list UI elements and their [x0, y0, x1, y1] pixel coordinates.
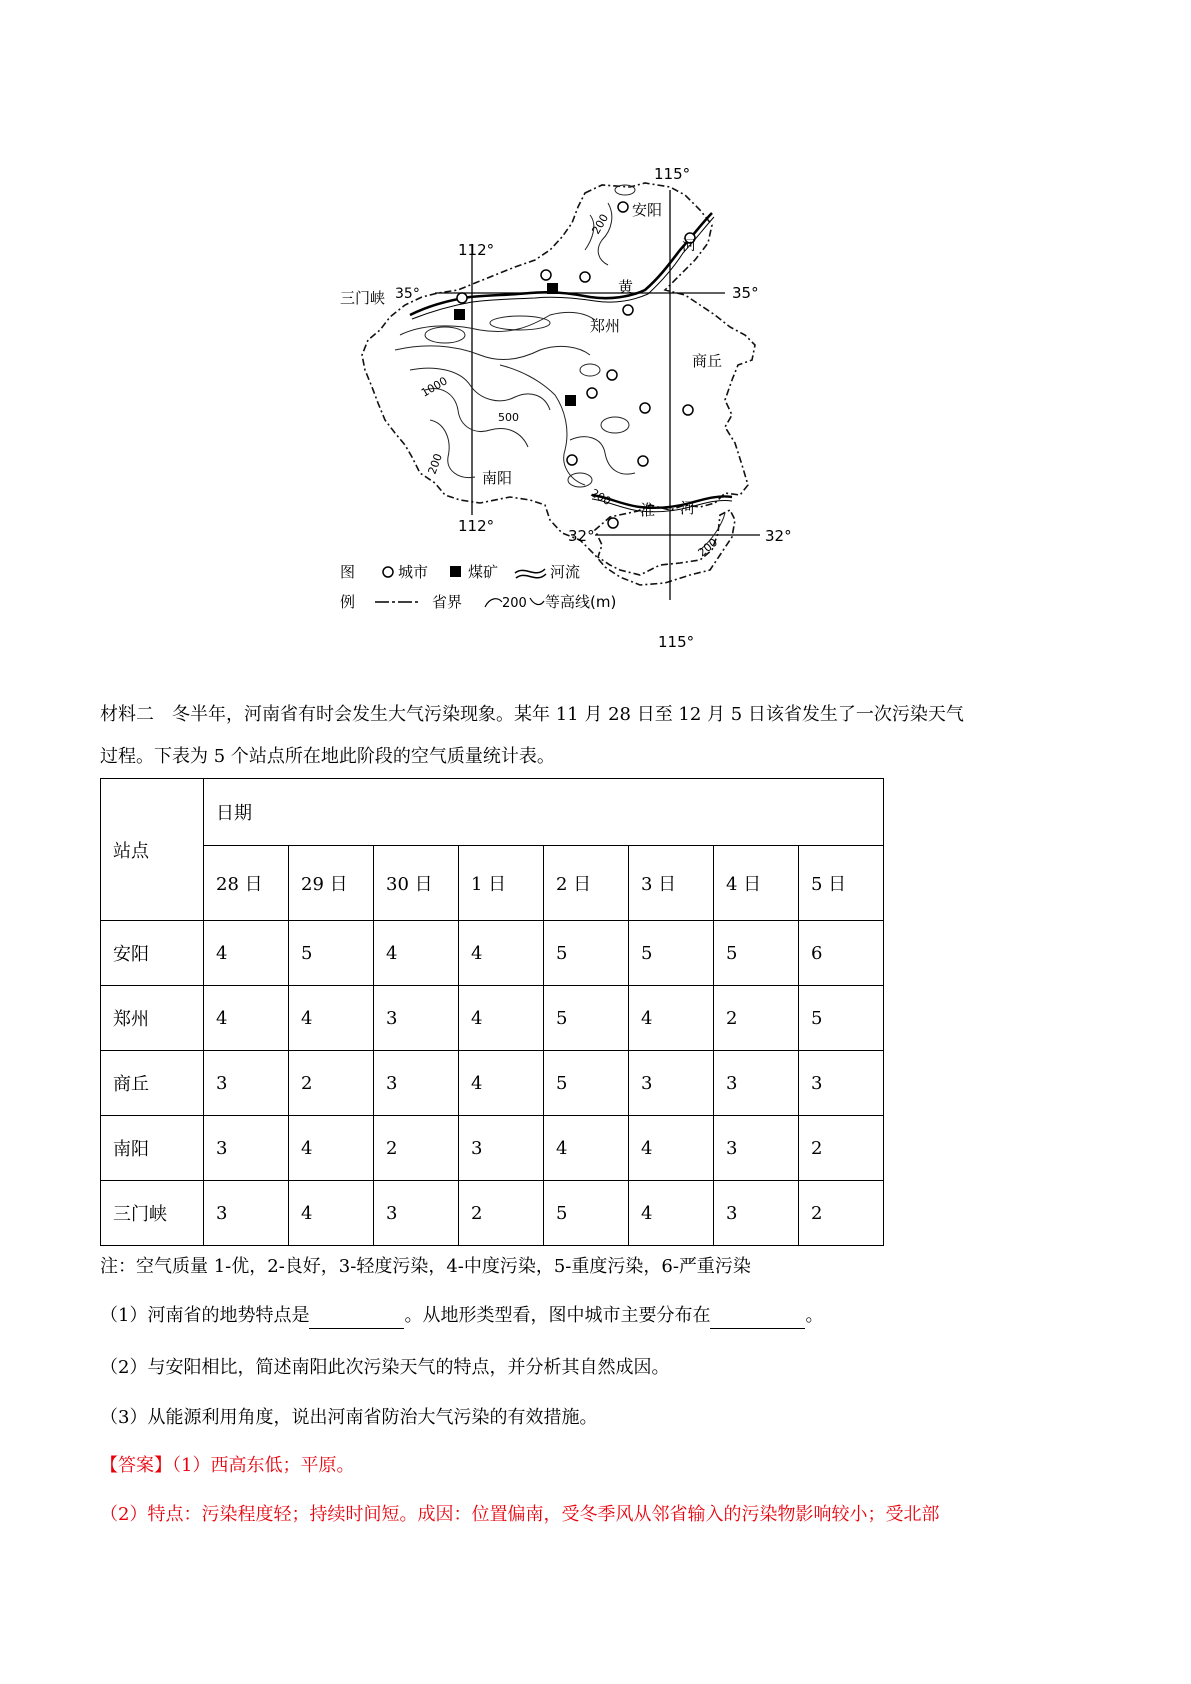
river-label-huai: 淮: [640, 501, 656, 519]
value-cell: 5: [544, 1181, 629, 1246]
city-marker: [457, 293, 467, 303]
province-boundary: [362, 183, 755, 585]
table-note: 注：空气质量 1-优，2-良好，3-轻度污染，4-中度污染，5-重度污染，6-严重污染: [100, 1256, 751, 1277]
value-cell: 5: [544, 1051, 629, 1116]
contour-line: [490, 316, 550, 330]
value-cell: 2: [799, 1116, 884, 1181]
date-cell: 1 日: [459, 846, 544, 921]
contour-label: 200: [588, 486, 614, 509]
city-marker: [608, 518, 618, 528]
value-cell: 2: [714, 986, 799, 1051]
contour-label: 200: [589, 211, 612, 237]
legend-river-icon: [515, 569, 546, 578]
value-cell: 4: [459, 921, 544, 986]
material2-line2: 过程。下表为 5 个站点所在地此阶段的空气质量统计表。: [100, 746, 555, 767]
lon-label-115-bottom: 115°: [658, 633, 695, 651]
value-cell: 3: [629, 1051, 714, 1116]
contour-label: 1000: [419, 374, 450, 400]
date-cell: 30 日: [374, 846, 459, 921]
city-label-anyang: 安阳: [632, 201, 663, 219]
city-marker: [541, 270, 551, 280]
value-cell: 3: [714, 1181, 799, 1246]
value-cell: 3: [374, 986, 459, 1051]
city-label-zhengzhou: 郑州: [590, 317, 621, 335]
legend-contour-value: 200: [502, 596, 527, 611]
legend-river: 河流: [550, 563, 581, 581]
river-label-he-2: 河: [680, 499, 696, 517]
lat-label-35-right: 35°: [732, 284, 759, 302]
value-cell: 3: [714, 1116, 799, 1181]
coal-mine-marker: [547, 283, 558, 294]
station-cell: 安阳: [101, 921, 204, 986]
station-cell: 南阳: [101, 1116, 204, 1181]
contour-line: [400, 313, 595, 335]
value-cell: 4: [289, 986, 374, 1051]
legend-city-icon: [383, 567, 393, 577]
lat-label-35-left: 35°: [395, 286, 420, 302]
value-cell: 3: [459, 1116, 544, 1181]
value-cell: 4: [629, 986, 714, 1051]
map-legend: [340, 563, 616, 611]
value-cell: 3: [204, 1116, 289, 1181]
value-cell: 3: [204, 1181, 289, 1246]
value-cell: 5: [714, 921, 799, 986]
city-marker: [618, 202, 628, 212]
date-cell: 28 日: [204, 846, 289, 921]
contour-line: [570, 437, 635, 474]
header-station: 站点: [101, 779, 204, 921]
header-date: 日期: [204, 779, 884, 846]
station-cell: 商丘: [101, 1051, 204, 1116]
value-cell: 4: [374, 921, 459, 986]
lon-label-112-bottom: 112°: [458, 517, 495, 535]
city-marker: [587, 388, 597, 398]
coal-mine-marker: [454, 309, 465, 320]
legend-boundary: 省界: [432, 593, 463, 611]
city-marker: [623, 305, 633, 315]
value-cell: 4: [289, 1116, 374, 1181]
river-label-he-1: 河: [682, 238, 696, 254]
city-label-shangqiu: 商丘: [692, 352, 723, 370]
station-cell: 三门峡: [101, 1181, 204, 1246]
value-cell: 5: [544, 986, 629, 1051]
lon-label-115-top: 115°: [654, 165, 691, 183]
river-label-huang: 黄: [618, 278, 634, 296]
contour-label: 200: [425, 451, 446, 477]
value-cell: 4: [459, 986, 544, 1051]
contour-label: 200: [695, 535, 721, 560]
value-cell: 2: [799, 1181, 884, 1246]
city-marker: [640, 403, 650, 413]
answer-blank: [710, 1308, 805, 1329]
value-cell: 2: [459, 1181, 544, 1246]
contour-label: 500: [498, 411, 519, 424]
value-cell: 4: [204, 986, 289, 1051]
answer-blank: [309, 1308, 404, 1329]
lat-label-32-right: 32°: [765, 527, 792, 545]
lat-label-32-left: 32°: [568, 527, 595, 545]
city-marker: [567, 455, 577, 465]
answer-2: （2）特点：污染程度轻；持续时间短。成因：位置偏南，受冬季风从邻省输入的污染物影响较小；受北部: [100, 1504, 940, 1525]
station-cell: 郑州: [101, 986, 204, 1051]
value-cell: 2: [374, 1116, 459, 1181]
value-cell: 3: [374, 1051, 459, 1116]
henan-map: [340, 165, 840, 655]
city-label-sanmenxia: 三门峡: [340, 289, 386, 307]
contour-line: [580, 364, 600, 376]
legend-city: 城市: [398, 563, 429, 581]
table-row: [101, 1181, 884, 1246]
contour-line: [395, 346, 590, 360]
answer-tag: 【答案】: [100, 1455, 172, 1476]
legend-contour-icon: [485, 599, 502, 607]
value-cell: 4: [629, 1181, 714, 1246]
question-1-part-c: 。: [805, 1305, 824, 1326]
air-quality-table: [100, 778, 884, 1246]
table-row: [101, 921, 884, 986]
question-1-part-b: 。从地形类型看，图中城市主要分布在: [404, 1305, 711, 1326]
value-cell: 5: [544, 921, 629, 986]
city-marker: [683, 405, 693, 415]
value-cell: 5: [799, 986, 884, 1051]
yellow-river: [410, 213, 712, 315]
value-cell: 4: [629, 1116, 714, 1181]
material2-line1: 材料二 冬半年，河南省有时会发生大气污染现象。某年 11 月 28 日至 12 月 5 日该省发生了一次污染天气: [100, 704, 964, 725]
date-cell: 4 日: [714, 846, 799, 921]
contour-line: [500, 365, 585, 485]
date-cell: 2 日: [544, 846, 629, 921]
question-3: （3）从能源利用角度，说出河南省防治大气污染的有效措施。: [100, 1407, 598, 1428]
legend-contour: 等高线(m): [545, 593, 617, 611]
value-cell: 5: [289, 921, 374, 986]
question-2: （2）与安阳相比，简述南阳此次污染天气的特点，并分析其自然成因。: [100, 1357, 670, 1378]
date-cell: 29 日: [289, 846, 374, 921]
value-cell: 3: [714, 1051, 799, 1116]
answer-1-text: （1）西高东低；平原。: [172, 1455, 355, 1476]
value-cell: 4: [459, 1051, 544, 1116]
date-cell: 5 日: [799, 846, 884, 921]
contour-line: [568, 473, 592, 487]
legend-title-1: 图: [340, 563, 356, 581]
legend-coal: 煤矿: [468, 563, 499, 581]
value-cell: 4: [289, 1181, 374, 1246]
coal-mine-marker: [565, 395, 576, 406]
value-cell: 6: [799, 921, 884, 986]
table-row: [101, 1051, 884, 1116]
date-cell: 3 日: [629, 846, 714, 921]
question-1: [100, 1303, 1100, 1329]
city-marker: [638, 456, 648, 466]
table-row: [101, 1116, 884, 1181]
question-1-part-a: （1）河南省的地势特点是: [100, 1305, 310, 1326]
legend-contour-icon: [530, 598, 544, 605]
answer-1: [100, 1453, 1100, 1479]
city-marker: [580, 272, 590, 282]
value-cell: 3: [204, 1051, 289, 1116]
value-cell: 2: [289, 1051, 374, 1116]
table-row: [101, 986, 884, 1051]
value-cell: 3: [374, 1181, 459, 1246]
contour-line: [425, 327, 465, 343]
legend-title-2: 例: [340, 593, 356, 611]
lon-label-112-top: 112°: [458, 241, 495, 259]
city-marker: [607, 370, 617, 380]
legend-coal-icon: [450, 566, 461, 577]
contour-line: [601, 417, 629, 433]
value-cell: 4: [544, 1116, 629, 1181]
value-cell: 3: [799, 1051, 884, 1116]
city-label-nanyang: 南阳: [482, 469, 513, 487]
value-cell: 4: [204, 921, 289, 986]
value-cell: 5: [629, 921, 714, 986]
